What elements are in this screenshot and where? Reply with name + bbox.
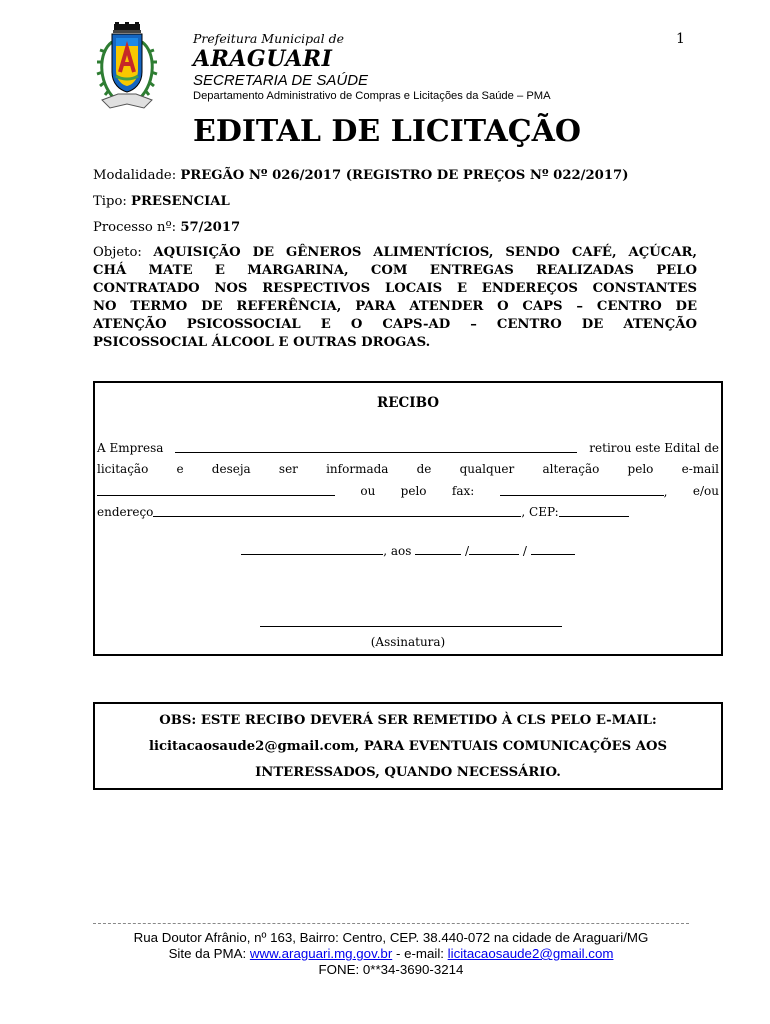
footer-phone: FONE: 0**34-3690-3214 (318, 962, 464, 977)
email-link[interactable]: licitacaosaude2@gmail.com (447, 946, 614, 961)
obs-line: licitacaosaude2@gmail.com, PARA EVENTUAIS COMUNICAÇÕES AOS (148, 739, 668, 754)
objeto-line: PSICOSSOCIAL ÁLCOOL E OUTRAS DROGAS. (93, 335, 431, 350)
recibo-line-endereco: endereço , CEP: (97, 505, 719, 519)
city-blank[interactable] (241, 543, 383, 555)
recibo-line-licitacao: licitação e deseja ser informada de qualquer alteração pelo e-mail (97, 462, 719, 476)
email-blank[interactable] (97, 484, 335, 496)
header-block (193, 31, 663, 103)
objeto-label: Objeto: (93, 245, 154, 260)
city-name: ARAGUARI (193, 46, 333, 72)
signature-label: (Assinatura) (370, 635, 446, 649)
footer-divider (93, 923, 689, 924)
secretaria-label: SECRETARIA DE SAÚDE (193, 72, 369, 89)
footer (93, 930, 689, 978)
objeto-field (93, 244, 697, 352)
modalidade-label: Modalidade: (93, 168, 181, 183)
obs-line: INTERESSADOS, QUANDO NECESSÁRIO. (255, 765, 561, 780)
cep-blank[interactable] (559, 505, 629, 517)
year-blank[interactable] (531, 543, 575, 555)
page-number: 1 (676, 31, 685, 47)
tipo-field (93, 194, 230, 209)
objeto-line: Objeto: AQUISIÇÃO DE GÊNEROS ALIMENTÍCIOS, SENDO CAFÉ, AÇÚCAR, (93, 245, 697, 260)
processo-label: Processo nº: (93, 220, 181, 235)
coat-of-arms-icon (94, 22, 160, 112)
objeto-line: CHÁ MATE E MARGARINA, COM ENTREGAS REALIZADAS PELO (93, 263, 697, 278)
page-title: EDITAL DE LICITAÇÃO (193, 114, 582, 149)
footer-address: Rua Doutor Afrânio, nº 163, Bairro: Centro, CEP. 38.440-072 na cidade de Araguari/MG (133, 930, 649, 945)
objeto-line: ATENÇÃO PSICOSSOCIAL E O CAPS-AD – CENTRO DE ATENÇÃO (93, 317, 697, 332)
signature-line[interactable] (260, 626, 562, 627)
modalidade-field (93, 168, 628, 183)
processo-field (93, 220, 240, 235)
recibo-date-line: , aos / / (95, 543, 721, 558)
modalidade-value: PREGÃO Nº 026/2017 (REGISTRO DE PREÇOS Nº 022/2017) (180, 168, 629, 183)
objeto-line: NO TERMO DE REFERÊNCIA, PARA ATENDER O CAPS – CENTRO DE (93, 299, 697, 314)
departamento-label: Departamento Administrativo de Compras e Licitações da Saúde – PMA (193, 90, 551, 102)
endereco-blank[interactable] (153, 505, 521, 517)
tipo-value: PRESENCIAL (131, 194, 230, 209)
footer-contacts: Site da PMA: www.araguari.mg.gov.br - e-mail: licitacaosaude2@gmail.com (168, 946, 614, 961)
site-link[interactable]: www.araguari.mg.gov.br (249, 946, 393, 961)
objeto-line: CONTRATADO NOS RESPECTIVOS LOCAIS E ENDEREÇOS CONSTANTES (93, 281, 697, 296)
tipo-label: Tipo: (93, 194, 132, 209)
obs-box (93, 702, 723, 790)
fax-blank[interactable] (500, 484, 664, 496)
recibo-title: RECIBO (377, 395, 439, 411)
obs-line: OBS: ESTE RECIBO DEVERÁ SER REMETIDO À CLS PELO E-MAIL: (159, 713, 657, 728)
empresa-blank[interactable] (175, 441, 577, 453)
prefeitura-label: Prefeitura Municipal de (193, 31, 345, 46)
recibo-line-empresa: A Empresa retirou este Edital de (97, 441, 719, 455)
recibo-box (93, 381, 723, 656)
processo-value: 57/2017 (180, 220, 241, 235)
month-blank[interactable] (469, 543, 519, 555)
day-blank[interactable] (415, 543, 461, 555)
recibo-line-email: ou pelo fax: , e/ou (97, 484, 719, 499)
